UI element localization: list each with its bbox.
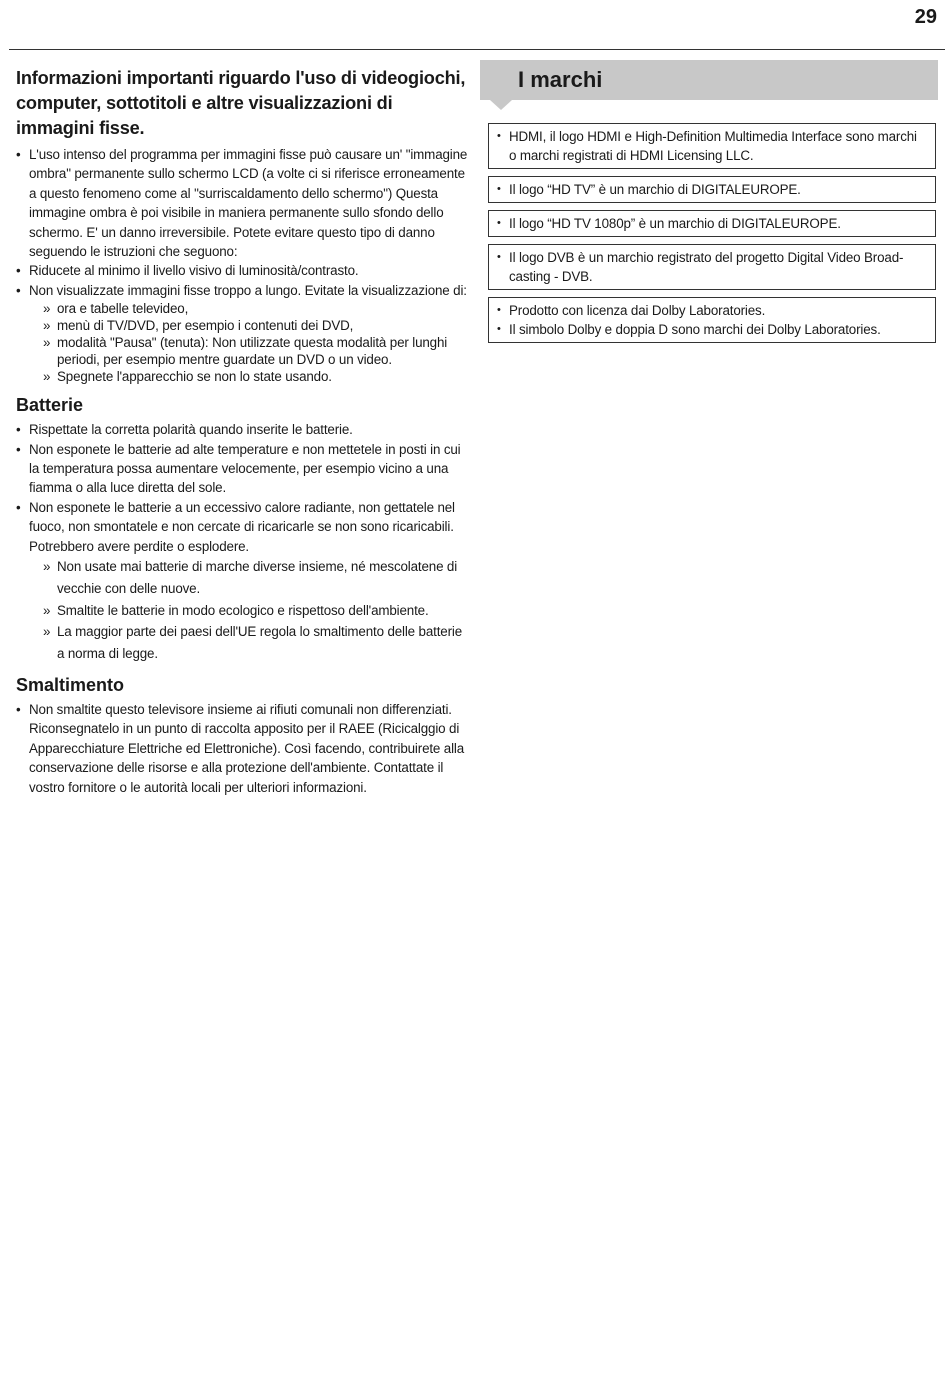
raquo-icon: » (43, 624, 51, 640)
sub-list-item: » Spegnete l'apparecchio se non lo state usando. (43, 369, 332, 385)
trademark-box-hdtv-1080p (488, 210, 936, 237)
raquo-icon: » (43, 602, 51, 618)
list-item: • Non visualizzate immagini fisse troppo a lungo. Evitate la visualizzazione di: » ora e tabelle televideo, » menù di TV/DVD, per esempio i contenuti dei DVD, » modalità "Pausa" (tenuta): Non utilizzate questa modalità per lunghi periodi, per esempio mentre guardate un DVD o un video. » Spegnete l'apparecchio se non lo state usando. (16, 282, 467, 385)
list-item: • L'uso intenso del programma per immagini fisse può causare un' "immagine ombra" permanente sullo schermo LCD (a volte ci si riferisce erroneamente a questo fenomeno come al "surriscaldamento dello schermo") Questa immagine ombra è poi visibile in maniera permanente sullo sfondo dello schermo. E' un danno irreversibile. Potete evitare questo tipo di danno seguendo le istruzioni che seguono: (16, 147, 468, 260)
bullet-icon: • (16, 441, 21, 457)
sub-list-item: » Non usate mai batterie di marche diverse insieme, né mescolatene di vecchie con delle nuove. (43, 556, 468, 600)
bullet-icon: • (497, 304, 501, 316)
sub-list-item: » Smaltite le batterie in modo ecologico e rispettoso dell'ambiente. (43, 600, 468, 622)
bullet-icon: • (16, 147, 21, 162)
right-column (480, 60, 938, 350)
raquo-icon: » (43, 369, 51, 385)
bullet-icon: • (497, 183, 501, 195)
list-item: • Non esponete le batterie ad alte temperature e non mettetele in posti in cui la temperatura possa aumentare velocemente, per esempio vicino a una fiamma o alla luce diretta del sole. (16, 441, 461, 496)
bullet-icon: • (497, 217, 501, 229)
list-item: • Non esponete le batterie a un eccessivo calore radiante, non gettatele nel fuoco, non smontatele e non cercate di ricaricarle se non sono ricaricabili. Potrebbero avere perdite o esplodere. » Non usate mai batterie di marche diverse insieme, né mescolatene di vecchie con delle nuove. » Smaltite le batterie in modo ecologico e rispettoso dell'ambiente. » La maggior parte dei paesi dell'UE regola lo smaltimento delle batterie a norma di legge. (16, 498, 468, 665)
bullet-icon: • (16, 282, 21, 298)
section-heading-batterie: Batterie (16, 395, 84, 416)
bullet-icon: • (497, 130, 501, 142)
section-heading-marchi: I marchi (518, 67, 603, 92)
list-item: • Non smaltite questo televisore insieme ai rifiuti comunali non differenziati. Riconsegnatelo in un punto di raccolta apposito per il RAEE (Ricicalggio di Apparecchiature Elettriche ed Elettroniche). Così facendo, contribuirete alla conservazione delle risorse e alla protezione dell'ambiente. Contattate il vostro fornitore o le autorità locali per ulteriori informazioni. (16, 702, 465, 795)
trademark-item: • Il logo “HD TV” è un marchio di DIGITALEUROPE. (497, 182, 801, 197)
section-heading-smaltimento: Smaltimento (16, 675, 125, 696)
trademark-box-dvb (488, 244, 936, 290)
marchi-heading-band (480, 60, 938, 100)
trademark-box-dolby (488, 297, 936, 343)
bullet-icon: • (16, 263, 21, 279)
left-column (16, 66, 468, 797)
bullet-icon: • (497, 251, 501, 263)
raquo-icon: » (43, 335, 51, 351)
trademark-item: • Il simbolo Dolby e doppia D sono marchi dei Dolby Laboratories. (497, 322, 881, 337)
trademark-box-hdtv (488, 176, 936, 203)
trademark-item: • Il logo “HD TV 1080p” è un marchio di DIGITALEUROPE. (497, 216, 841, 231)
list-item: • Riducete al minimo il livello visivo di luminosità/contrasto. (16, 261, 468, 280)
raquo-icon: » (43, 318, 51, 334)
trademark-item: • Prodotto con licenza dai Dolby Laboratories. (497, 303, 766, 318)
fixed-images-sublist (29, 300, 468, 385)
smaltimento-list (16, 700, 468, 797)
raquo-icon: » (43, 559, 51, 575)
sub-list-item: » modalità "Pausa" (tenuta): Non utilizzate questa modalità per lunghi periodi, per esempio mentre guardate un DVD o un video. (43, 335, 448, 368)
header-divider (9, 49, 945, 50)
down-pointer-icon (490, 100, 512, 110)
trademark-item: • HDMI, il logo HDMI e High-Definition Multimedia Interface sono marchi o marchi registrati di HDMI Licensing LLC. (497, 129, 917, 163)
batterie-sublist (29, 556, 468, 665)
trademark-box-hdmi (488, 123, 936, 169)
batterie-list (16, 420, 468, 665)
sub-list-item: » La maggior parte dei paesi dell'UE regola lo smaltimento delle batterie a norma di legge. (43, 621, 468, 665)
sub-list-item: » ora e tabelle televideo, (43, 301, 189, 317)
bullet-icon: • (16, 499, 21, 515)
bullet-icon: • (497, 323, 501, 335)
fixed-images-list (16, 145, 468, 385)
list-item: • Rispettate la corretta polarità quando inserite le batterie. (16, 420, 468, 439)
bullet-icon: • (16, 702, 21, 718)
trademark-item: • Il logo DVB è un marchio registrato del progetto Digital Video Broadcasting - DVB. (497, 250, 904, 284)
page-number: 29 (914, 6, 937, 28)
section-heading-fixed-images: Informazioni importanti riguardo l'uso di videogiochi, computer, sottotitoli e altre visualizzazioni di immagini fisse. (16, 68, 466, 138)
bullet-icon: • (16, 422, 21, 438)
sub-list-item: » menù di TV/DVD, per esempio i contenuti dei DVD, (43, 318, 354, 334)
trademark-boxes (480, 123, 938, 343)
raquo-icon: » (43, 301, 51, 317)
